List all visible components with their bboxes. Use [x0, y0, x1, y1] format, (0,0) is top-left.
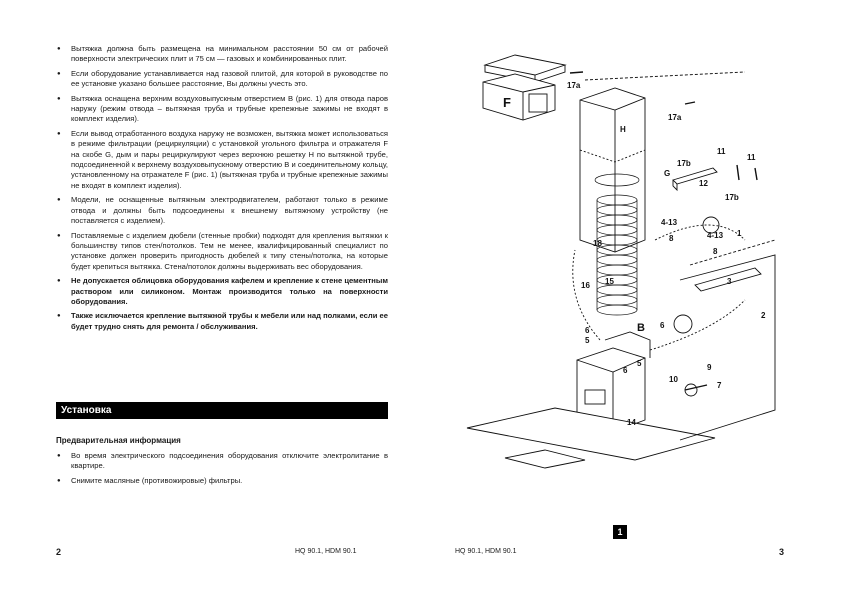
requirement-item: ● Вытяжка должна быть размещена на минимальном расстоянии 50 см от рабочей поверхности электрических плит и 75 см — газовых и комбинированных плит.: [56, 44, 388, 65]
installation-diagram: [455, 40, 795, 510]
section-title: Установка: [56, 402, 388, 419]
svg-text:11: 11: [717, 147, 726, 156]
svg-text:16: 16: [581, 281, 590, 290]
svg-text:2: 2: [761, 311, 766, 320]
preparation-item: ● Снимите масляные (противожировые) фильтры.: [56, 476, 388, 486]
svg-text:17b: 17b: [725, 193, 739, 202]
right-page-number: 3: [779, 547, 785, 557]
requirement-item: ● Если вывод отработанного воздуха наружу не возможен, вытяжка может использоваться в режиме фильтрации (рециркуляции) с установкой угольного фильтра и отражателя F на скобе G, дым и пары рециркулируют через верхнюю решетку H по вытяжной трубе, подсоединенной к верхнему воздуховыпускному отверстию B и соединительному кольцу, установленному на отражателе F (рис. 1) (вытяжная труба и трубные крепежные зажимы не входят в комплект изделия).: [56, 129, 388, 191]
svg-text:6: 6: [623, 366, 628, 375]
left-page-number: 2: [56, 547, 62, 557]
requirement-item: ● Поставляемые с изделием дюбели (стенные пробки) подходят для крепления вытяжки к большинству типов стен/потолков. Тем не менее, квалифицированный специалист по установке должен проверить пригодность дюбелей к типу стены/потолка, на которые будет крепиться вытяжка. Стена/потолок должны выдерживать вес оборудования.: [56, 231, 388, 273]
left-page-text: [56, 44, 388, 336]
svg-text:17a: 17a: [567, 81, 581, 90]
requirement-item: ● Модели, не оснащенные вытяжным электродвигателем, работают только в режиме отвода и должны быть подсоединены к внешнему вытяжному устройству (не поставляется с изделием).: [56, 195, 388, 226]
svg-text:9: 9: [707, 363, 712, 372]
svg-text:17b: 17b: [677, 159, 691, 168]
svg-text:15: 15: [605, 277, 614, 286]
svg-text:4-13: 4-13: [707, 231, 724, 240]
svg-text:3: 3: [727, 277, 732, 286]
svg-text:8: 8: [669, 234, 674, 243]
svg-text:8: 8: [713, 247, 718, 256]
requirement-item: ● Вытяжка оснащена верхним воздуховыпускным отверстием B (рис. 1) для отвода паров наружу (режим отвода – вытяжная труба и трубные крепежные зажимы не входят в комплект изделия).: [56, 94, 388, 125]
svg-text:11: 11: [747, 153, 756, 162]
svg-text:B: B: [637, 322, 645, 334]
svg-text:4-13: 4-13: [661, 218, 678, 227]
preparation-item: ● Во время электрического подсоединения оборудования отключите электролитание в квартире.: [56, 451, 388, 472]
svg-text:17a: 17a: [668, 113, 682, 122]
svg-text:5: 5: [585, 336, 590, 345]
svg-text:H: H: [620, 125, 626, 134]
left-footer-model: HQ 90.1, HDM 90.1: [295, 548, 357, 555]
preparation-list: [56, 451, 388, 486]
requirements-list: [56, 44, 388, 332]
requirement-item: ● Не допускается облицовка оборудования кафелем и крепление к стене цементным раствором или силиконом. Монтаж производится только на поверхности оборудования.: [56, 276, 388, 307]
requirement-item: ● Также исключается крепление вытяжной трубы к мебели или над полками, если ее будет трудно снять для ремонта / обслуживания.: [56, 311, 388, 332]
subheading: Предварительная информация: [56, 436, 181, 445]
svg-text:F: F: [503, 95, 511, 110]
svg-text:12: 12: [699, 179, 708, 188]
svg-text:7: 7: [717, 381, 722, 390]
svg-text:18: 18: [593, 239, 602, 248]
svg-text:6: 6: [660, 321, 665, 330]
requirement-item: ● Если оборудование устанавливается над газовой плитой, для которой в руководстве по ее установке указано большее расстояние, Вы должны учесть это.: [56, 69, 388, 90]
svg-text:5: 5: [637, 359, 642, 368]
svg-text:6: 6: [585, 326, 590, 335]
svg-text:1: 1: [737, 229, 742, 238]
svg-text:G: G: [664, 169, 671, 178]
svg-text:14: 14: [627, 418, 636, 427]
right-footer-model: HQ 90.1, HDM 90.1: [455, 548, 517, 555]
svg-text:10: 10: [669, 375, 678, 384]
figure-number-badge: 1: [613, 525, 627, 539]
preparation-text: [56, 451, 388, 490]
